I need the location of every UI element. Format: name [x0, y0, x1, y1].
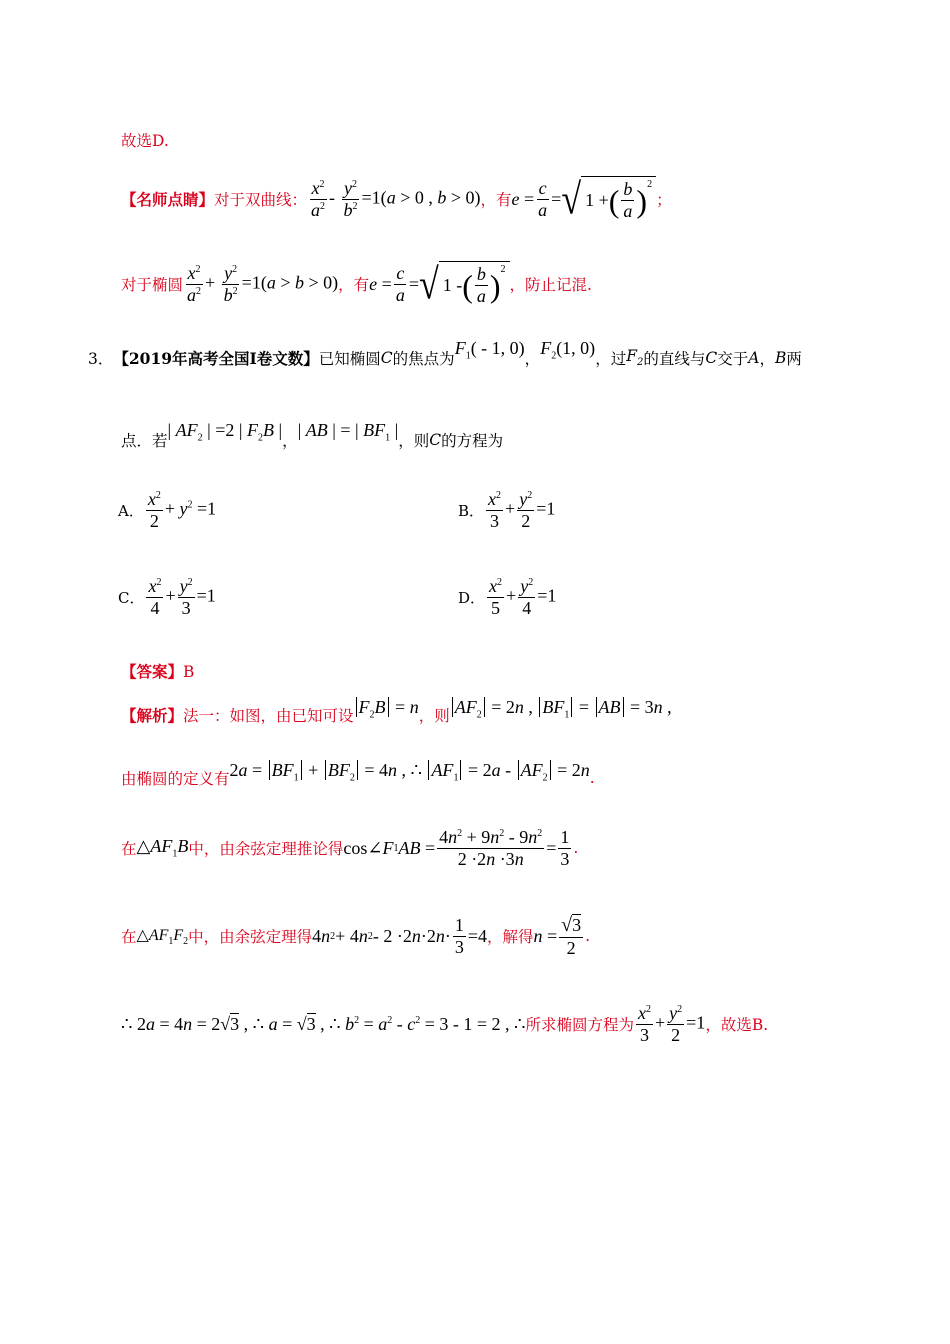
triangle-af1b: $\triangle AF_1B$	[136, 836, 189, 860]
focus-f2: $F_2(1$, 0)	[540, 338, 596, 362]
q-text-8: ，则	[398, 432, 430, 450]
tip-end: ，防止记混.	[509, 276, 592, 294]
q-a-var: A	[748, 349, 760, 367]
tip-you-1: ，有	[480, 191, 512, 209]
option-d-label: D．	[458, 588, 486, 607]
option-d	[458, 571, 556, 623]
q-text-7: 点．若	[121, 432, 168, 450]
ellipse-equation: $\frac{x^2}{a^2}$ + $\frac{y^2}{b^2}$ =1(a > b > 0)	[187, 262, 339, 305]
option-a	[118, 484, 216, 536]
cos-formula: cos∠ F 1 AB = $\frac{4n^2 + 9n^2 - 9n^2}{2 \cdot 2n \cdot 3n}$ = $\frac{1}{3}$	[343, 826, 570, 869]
question-number: 3．	[88, 350, 114, 368]
option-b-label: B．	[458, 501, 485, 520]
option-b-formula: $\frac{x^2}{3}$ + $\frac{y^2}{2}$ =1	[488, 488, 556, 531]
analysis-line-3: 在 $\triangle AF_1B$ 中，由余弦定理推论得 cos∠ F 1 AB = $\frac{4n^2 + 9n^2 - 9n^2}{2 \cdot 2n \cdot 3n}$ = $\frac{1}{3}$ .	[121, 826, 579, 869]
definition-formula: $2a = BF_1 + BF_2 = 4n$ , ∴ $AF_1 = 2a - AF_2 = 2n$	[229, 760, 590, 784]
q-f2-var: $F_2$	[626, 347, 644, 369]
answer-label: 【答案】	[121, 662, 184, 681]
af2-bf1-ab: $AF_2 = 2n$ , $BF_1$ = AB = 3n ,	[450, 697, 672, 721]
q-comma-3: ，	[282, 432, 298, 450]
tip-hyperbola-line	[121, 174, 672, 224]
final-mid: 所求椭圆方程为	[525, 1016, 634, 1034]
cos-lead-1: 在	[121, 840, 137, 858]
q-text-1: 已知椭圆	[318, 350, 381, 368]
analysis-text-2: ，则	[418, 707, 450, 725]
condition-ab: | AB | = | $BF_1$ |	[297, 420, 399, 444]
answer-line	[121, 660, 194, 682]
ellipse-eccentricity: e = $\frac{c}{a}$ = √ 1 - ( $\frac{b}{a}$ ) $^2$	[369, 261, 509, 306]
analysis-text-1: 法一：如图，由已知可设	[183, 707, 354, 725]
hyperbola-equation: $\frac{x^2}{a^2}$ - $\frac{y^2}{b^2}$ =1(a > 0 , b > 0)	[311, 177, 481, 220]
option-c-label: C．	[118, 588, 145, 607]
option-d-formula: $\frac{x^2}{5}$ + $\frac{y^2}{4}$ =1	[489, 575, 557, 618]
question-3-line-1	[88, 338, 802, 378]
q-text-5: 交于	[717, 350, 749, 368]
final-ellipse: $\frac{x^2}{3}$ + $\frac{y^2}{2}$ =1	[638, 1002, 706, 1045]
q-c-var: C	[380, 349, 393, 367]
final-end: ，故选B.	[705, 1016, 769, 1034]
cos-lead-2: 中，由余弦定理推论得	[188, 840, 344, 858]
tip-ellipse-line	[121, 256, 592, 312]
final-line	[121, 996, 768, 1052]
q-text-3: ，过	[595, 350, 627, 368]
tip-ellipse-lead: 对于椭圆	[121, 276, 184, 294]
tri2-lead: 在	[121, 928, 137, 946]
q-text-9: 的方程为	[441, 432, 504, 450]
tip-label: 【名师点睛】	[121, 190, 215, 209]
final-calculation: ∴ 2a = 4n = 2√3 , ∴ a = √3 , ∴ $b^2 = a^2 - c^2 = 3 - 1 = 2$ , ∴	[121, 1013, 526, 1034]
question-3-line-2	[121, 420, 503, 460]
analysis-line-2: 由椭圆的定义有 $2a = BF_1 + BF_2 = 4n$ , ∴ $AF_1 = 2a - AF_2 = 2n$ .	[121, 760, 595, 788]
answer-value: B	[183, 663, 195, 681]
q-text-6: 两	[786, 350, 802, 368]
option-c-formula: $\frac{x^2}{4}$ + $\frac{y^2}{3}$ =1	[148, 575, 216, 618]
q-b-var: B	[774, 349, 787, 367]
solve-text: ，解得	[486, 928, 534, 946]
question-source: 【2019年高考全国Ⅰ卷文数】	[113, 349, 319, 368]
q-comma: ，	[524, 350, 541, 368]
set-f2b: $F_2B = n$	[354, 697, 419, 721]
tip-lead: 对于双曲线：	[214, 191, 308, 209]
n-value: n = $\frac{√3}{2}$	[533, 913, 582, 958]
focus-f1: $F_1( - 1$, 0)	[454, 338, 525, 362]
tri2-mid: 中，由余弦定理得	[188, 928, 313, 946]
analysis-line-1	[121, 695, 672, 735]
q-c-var-2: C	[705, 349, 718, 367]
tip-you-2: ，有	[338, 276, 370, 294]
triangle-af1f2: $\triangle AF_1F_2$	[136, 926, 189, 948]
option-b	[458, 484, 555, 536]
definition-lead: 由椭圆的定义有	[121, 770, 230, 788]
q-text-4: 的直线与	[643, 350, 706, 368]
hyperbola-eccentricity: e = $\frac{c}{a}$ = √ 1 + ( $\frac{b}{a}$ ) $^2$	[512, 176, 657, 221]
choose-d-text: 故选D.	[121, 132, 169, 150]
cosine-law-equation: 4 n 2 + 4 n 2 - 2 ·2 n ·2 n · $\frac{1}{3}$ =4	[312, 914, 487, 957]
option-a-label: A．	[118, 501, 144, 520]
option-c	[118, 571, 216, 623]
analysis-label: 【解析】	[121, 706, 184, 725]
q-text-2: 的焦点为	[392, 350, 455, 368]
condition-af2: | $AF_2$ | =2 | $F_2B$ |	[167, 420, 283, 444]
tip-semicolon: ；	[656, 191, 672, 209]
q-comma-2: ，	[759, 350, 775, 368]
q-c-var-3: C	[429, 431, 442, 449]
analysis-line-4: 在 $\triangle AF_1F_2$ 中，由余弦定理得 4 n 2 + 4 n 2 - 2 ·2 n ·2 n · $\frac{1}{3}$ =4 ，解得 n = $\frac{√3}{2}$ .	[121, 913, 591, 958]
option-a-formula: $\frac{x^2}{2}$ + $y^2 =1$	[147, 488, 217, 531]
